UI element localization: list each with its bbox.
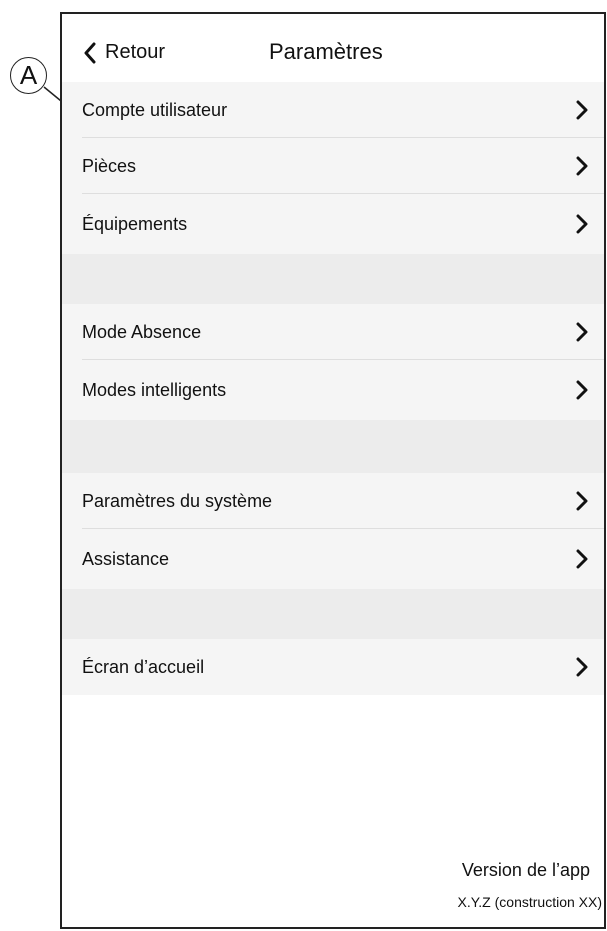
callout-letter: A bbox=[19, 60, 38, 90]
chevron-right-icon bbox=[576, 322, 588, 342]
chevron-right-icon bbox=[576, 380, 588, 400]
group-spacer bbox=[62, 589, 604, 639]
chevron-right-icon bbox=[576, 214, 588, 234]
settings-item-label: Compte utilisateur bbox=[82, 99, 228, 120]
settings-item-label: Assistance bbox=[82, 548, 170, 569]
settings-item-label: Paramètres du système bbox=[82, 490, 273, 511]
chevron-right-icon bbox=[576, 549, 588, 569]
settings-item-assistance[interactable] bbox=[62, 529, 604, 589]
app-version-label: Version de l’app bbox=[461, 860, 590, 880]
callout-marker bbox=[10, 57, 47, 94]
settings-item-label: Pièces bbox=[82, 155, 137, 176]
back-label: Retour bbox=[105, 41, 166, 63]
settings-list bbox=[62, 82, 604, 695]
settings-item-parametres-systeme[interactable] bbox=[62, 473, 604, 529]
settings-item-label: Modes intelligents bbox=[82, 379, 227, 400]
page-title: Paramètres bbox=[269, 39, 383, 64]
back-button[interactable] bbox=[83, 41, 165, 64]
group-spacer bbox=[62, 254, 604, 304]
phone-screen bbox=[60, 12, 606, 929]
settings-item-modes-intelligents[interactable] bbox=[62, 360, 604, 420]
chevron-right-icon bbox=[576, 657, 588, 677]
settings-item-ecran-accueil[interactable] bbox=[62, 639, 604, 695]
app-build-number: X.Y.Z (construction XX) bbox=[457, 894, 602, 910]
settings-item-mode-absence[interactable] bbox=[62, 304, 604, 360]
settings-item-label: Équipements bbox=[82, 213, 188, 234]
chevron-right-icon bbox=[576, 491, 588, 511]
group-spacer bbox=[62, 420, 604, 473]
settings-item-label: Écran d’accueil bbox=[82, 656, 205, 677]
chevron-right-icon bbox=[576, 100, 588, 120]
nav-header bbox=[62, 14, 604, 82]
chevron-left-icon bbox=[83, 42, 97, 64]
settings-item-label: Mode Absence bbox=[82, 321, 202, 342]
settings-item-pieces[interactable] bbox=[62, 138, 604, 194]
chevron-right-icon bbox=[576, 156, 588, 176]
settings-item-equipements[interactable] bbox=[62, 194, 604, 254]
settings-item-compte-utilisateur[interactable] bbox=[62, 82, 604, 138]
